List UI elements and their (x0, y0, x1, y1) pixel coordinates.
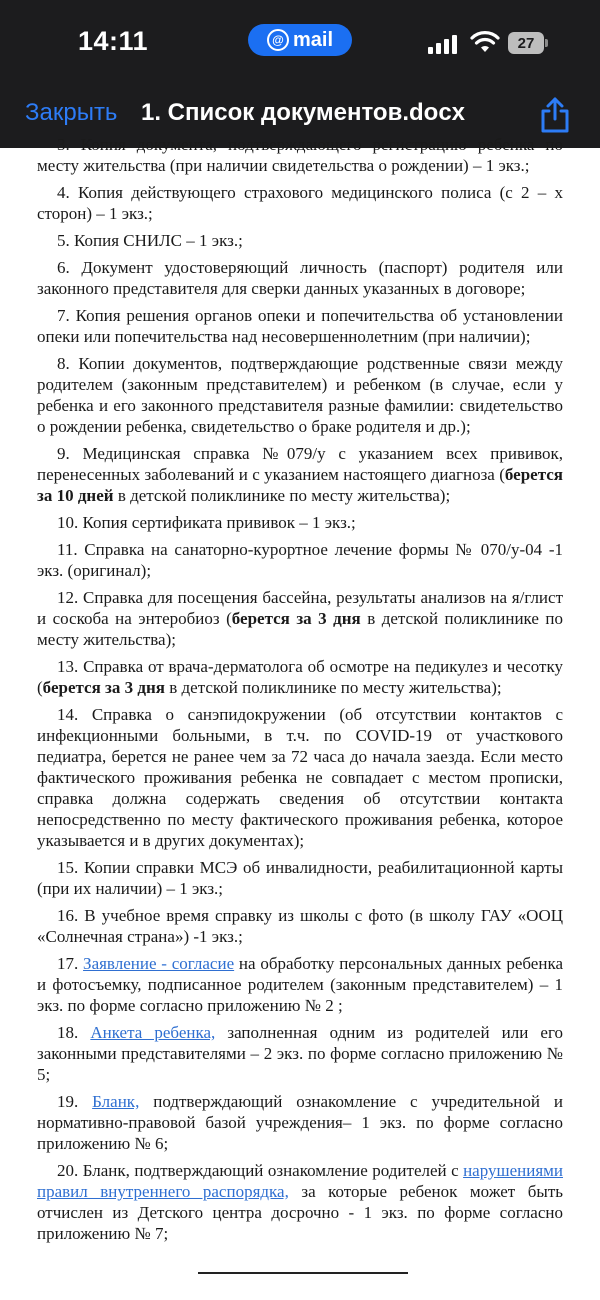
app-header (0, 0, 600, 148)
document-list-item (37, 443, 563, 506)
item-text: 13. Справка от врача-дерматолога об осмотре на педикулез и чесотку ( (37, 657, 563, 697)
wifi-icon (470, 30, 500, 54)
item-text: 20. Бланк, подтверждающий ознакомление родителей с (57, 1161, 464, 1180)
item-link[interactable]: Анкета ребенка, (90, 1023, 216, 1042)
battery-icon (508, 32, 544, 54)
item-text: 14. Справка о санэпидокружении (об отсутствии контактов с инфекционными больными, в т.ч. по COVID-19 от участкового педиатра, берется не ранее чем за 72 часа до начала заезда. Если место фактического проживания ребенка не совпадает с местом прописки, справка должна содержать сведения об отсутствии контакта непосредственно по месту фактического проживания ребенка, которое указывается и в других документах); (37, 705, 563, 850)
battery-level: 27 (517, 34, 535, 52)
document-list-item (37, 1022, 563, 1085)
close-button[interactable]: Закрыть (25, 99, 118, 126)
share-icon[interactable] (538, 96, 572, 134)
document-content (37, 134, 563, 1250)
item-text: 15. Копии справки МСЭ об инвалидности, реабилитационной карты (при их наличии) – 1 экз.; (37, 858, 563, 898)
item-text: в детской поликлинике по месту жительства); (164, 678, 502, 697)
item-text: за которые ребенок может быть отчислен из Детского центра досрочно - 1 экз. по форме согласно приложению № 7; (37, 1182, 563, 1243)
item-text: 7. Копия решения органов опеки и попечительства об установлении опеки или попечительства над несовершеннолетним (при наличии); (37, 306, 563, 346)
battery-tip (545, 39, 548, 47)
document-list-item (37, 353, 563, 437)
item-text: 8. Копии документов, подтверждающие родственные связи между родителем (законным представителем) и ребенком (в случае, если у ребенка и его законного представителя разные фамилии: свидетельство о рождении ребенка, свидетельство о браке родителя и др.); (37, 354, 563, 436)
document-list-item (37, 1160, 563, 1244)
document-title: 1. Список документов.docx (141, 99, 466, 126)
item-text: в детской поликлинике по месту жительства); (113, 486, 451, 505)
cellular-signal-icon (428, 32, 462, 54)
item-bold-text: берется за 3 дня (42, 678, 165, 697)
item-bold-text: берется за 10 дней (37, 465, 563, 505)
document-list-item (37, 257, 563, 299)
item-text: 12. Справка для посещения бассейна, результаты анализов на я/глист и соскоба на энтеробиоз ( (37, 588, 563, 628)
document-list-item (37, 134, 563, 176)
document-list-item (37, 182, 563, 224)
document-list-item (37, 656, 563, 698)
document-list-item (37, 539, 563, 581)
mail-app-label: mail (292, 28, 334, 51)
at-icon: @ (267, 29, 289, 51)
footnote-divider (198, 1272, 408, 1274)
item-text: 6. Документ удостоверяющий личность (паспорт) родителя или законного представителя для сверки данных указанных в договоре; (37, 258, 563, 298)
document-list-item (37, 230, 563, 251)
item-text: 18. (57, 1023, 91, 1042)
item-text: 19. (57, 1092, 93, 1111)
document-list-item (37, 1091, 563, 1154)
item-text: 9. Медицинская справка №079/у с указанием всех прививок, перенесенных заболеваний и с указанием настоящего диагноза ( (37, 444, 563, 484)
item-bold-text: берется за 3 дня (231, 609, 361, 628)
document-list-item (37, 305, 563, 347)
document-list-item (37, 953, 563, 1016)
item-link[interactable]: Бланк, (92, 1092, 140, 1111)
item-text: в детской поликлинике по месту жительства); (37, 609, 564, 649)
document-list-item (37, 512, 563, 533)
item-text: 16. В учебное время справку из школы с фото (в школу ГАУ «ООЦ «Солнечная страна») -1 экз.; (37, 906, 563, 946)
item-text: 5. Копия СНИЛС – 1 экз.; (57, 231, 243, 250)
document-list-item (37, 857, 563, 899)
item-link[interactable]: нарушениями правил внутреннего распорядка, (37, 1161, 563, 1201)
item-text: 10. Копия сертификата прививок – 1 экз.; (57, 513, 356, 532)
document-list-item (37, 587, 563, 650)
document-view[interactable] (0, 135, 600, 1300)
item-text: подтверждающий ознакомление с учредительной и нормативно-правовой базой учреждения– 1 экз. по форме согласно приложению № 6; (37, 1092, 563, 1153)
item-text: 4. Копия действующего страхового медицинского полиса (с 2 – х сторон) – 1 экз.; (37, 183, 563, 223)
mail-app-pill[interactable] (248, 24, 352, 56)
document-list-item (37, 704, 563, 851)
item-text: заполненная одним из родителей или его законными представителями – 2 экз. по форме согласно приложению № 5; (37, 1023, 564, 1084)
document-list-item (37, 905, 563, 947)
status-time: 14:11 (78, 26, 149, 56)
item-text: 3. Копия документа, подтверждающего регистрацию ребенка по месту жительства (при наличии свидетельства о рождении) – 1 экз.; (37, 135, 563, 175)
item-text: 11. Справка на санаторно-курортное лечение формы № 070/у-04 -1 экз. (оригинал); (37, 540, 563, 580)
item-text: 17. (57, 954, 84, 973)
item-link[interactable]: Заявление - согласие (83, 954, 235, 973)
item-text: на обработку персональных данных ребенка и фотосъемку, подписанное родителем (законным представителем) – 1 экз. по форме согласно приложению № 2 ; (37, 954, 564, 1015)
